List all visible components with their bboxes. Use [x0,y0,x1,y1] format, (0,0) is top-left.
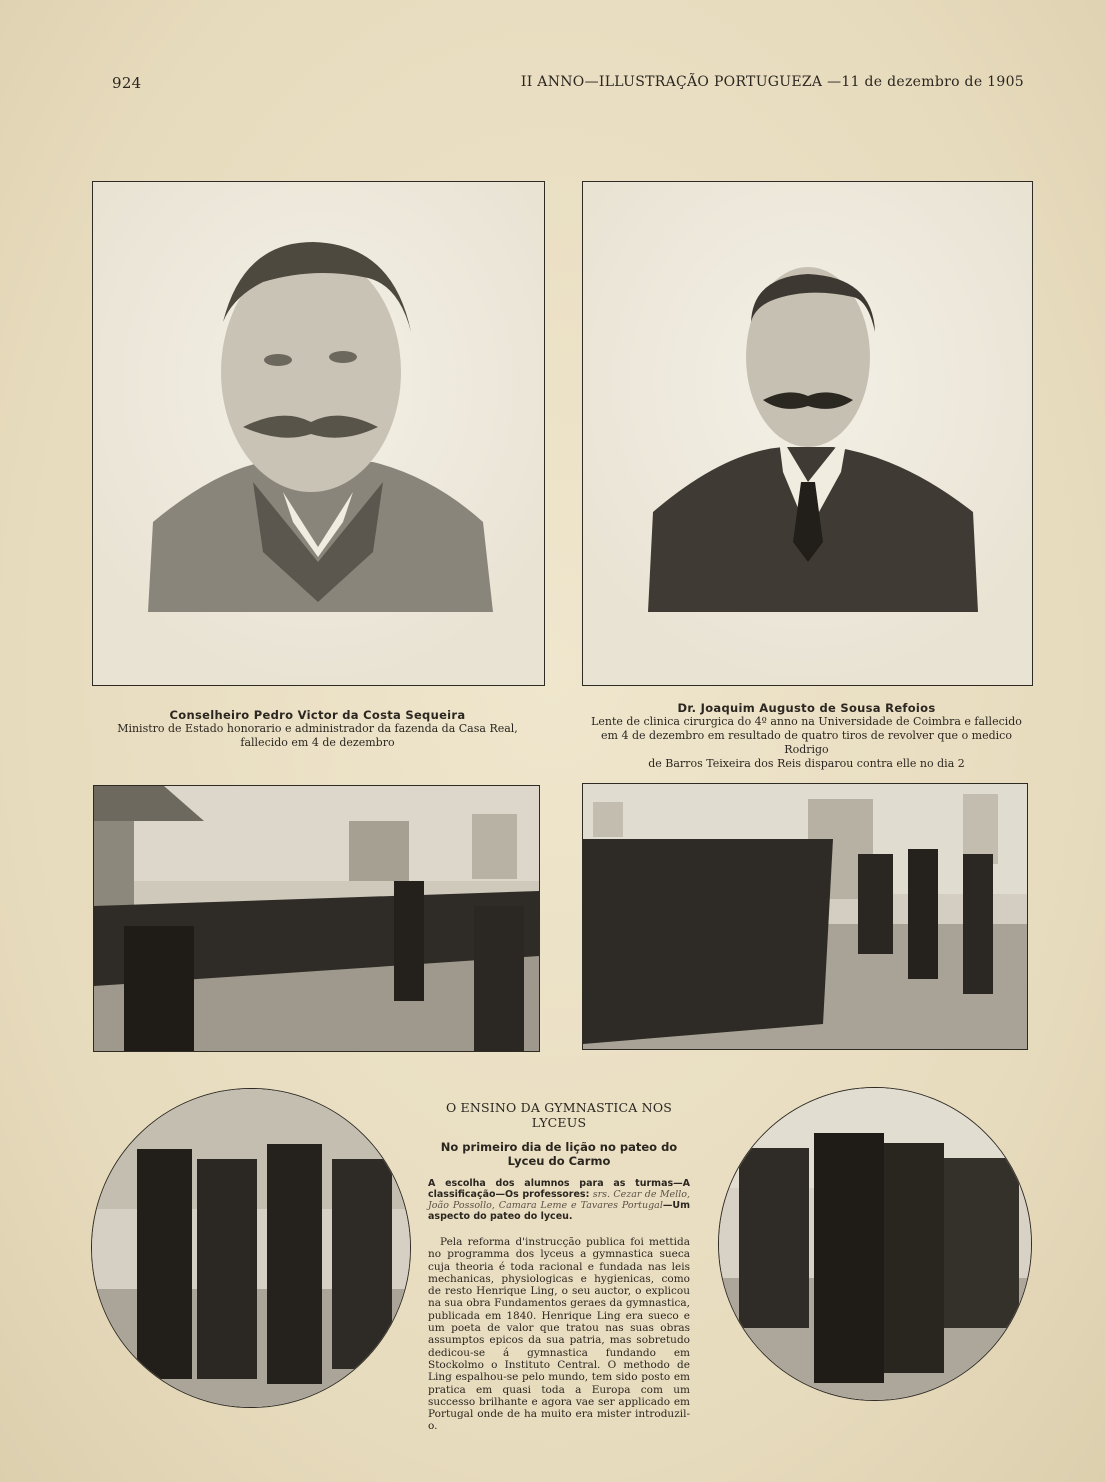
professors-photo [92,1089,410,1407]
article-subtitle [428,1140,690,1168]
portrait-desc-line: de Barros Teixeira dos Reis disparou contra elle no dia 2 [648,757,965,770]
article-subtitle-line: No primeiro dia de lição no pateo do [440,1140,678,1154]
portrait-name: Dr. Joaquim Augusto de Sousa Refoios [677,701,936,715]
article-summary [428,1178,690,1222]
portrait-desc-line: fallecido em 4 de dezembro [240,736,395,749]
article-body: Pela reforma d'instrucção publica foi mettida no programma dos lyceus a gymnastica sueca cuja theoria é toda racional e fundada nas leis mechanicas, physiologicas e hygienicas, como de resto Henrique Ling, o seu auctor, o explicou na sua obra Fundamentos geraes da gymnastica, publicada em 1840. Henrique Ling era sueco e um poeta de valor que tratou nas suas obras assumptos epicos da sua patria, mas sobretudo dedicou-se á gymnastica fundando em Stockolmo o Instituto Central. O methodo de Ling espalhou-se pelo mundo, tem sido posto em pratica em quasi toda a Europa com um successo brilhante e agora vae ser applicado em Portugal onde de ha muito era mister introduzil-o. [428,1236,690,1433]
summary-part: —Um aspecto do pateo do lyceu. [428,1200,690,1222]
page-number: 924 [112,74,142,92]
courtyard-photo [583,784,1027,1049]
portrait-desc-line: Ministro de Estado honorario e administrador da fazenda da Casa Real, [117,722,518,735]
article-subtitle-line: Lyceu do Carmo [507,1154,611,1168]
caption-sequeira [92,708,543,750]
caption-refoios [582,701,1031,771]
article-gymnastica [428,1100,690,1433]
portrait-engraving [583,182,1032,685]
portrait-name: Conselheiro Pedro Victor da Costa Sequeira [169,708,466,722]
article-title: O ENSINO DA GYMNASTICA NOS LYCEUS [445,1100,673,1130]
photo-courtyard-left [93,785,540,1052]
portrait-photo-sequeira [92,181,545,686]
photo-circle-pateo [718,1087,1032,1401]
page-header [112,74,1024,94]
summary-professors: srs. Cezar de Mello, João Possollo, Camara Leme e Tavares Portugal [428,1189,690,1211]
portrait-engraving [93,182,544,685]
portrait-desc-line: em 4 de dezembro em resultado de quatro tiros de revolver que o medico Rodrigo [601,729,1012,756]
running-title: II ANNO—ILLUSTRAÇÃO PORTUGUEZA —11 de dezembro de 1905 [520,74,1024,90]
courtyard-photo [94,786,539,1051]
photo-courtyard-right [582,783,1028,1050]
pateo-photo [719,1088,1031,1400]
portrait-desc-line: Lente de clinica cirurgica do 4º anno na Universidade de Coimbra e fallecido [591,715,1022,728]
summary-part: A escolha dos alumnos para as turmas—A classificação—Os professores: [428,1178,690,1200]
portrait-photo-refoios [582,181,1033,686]
photo-circle-professors [91,1088,411,1408]
